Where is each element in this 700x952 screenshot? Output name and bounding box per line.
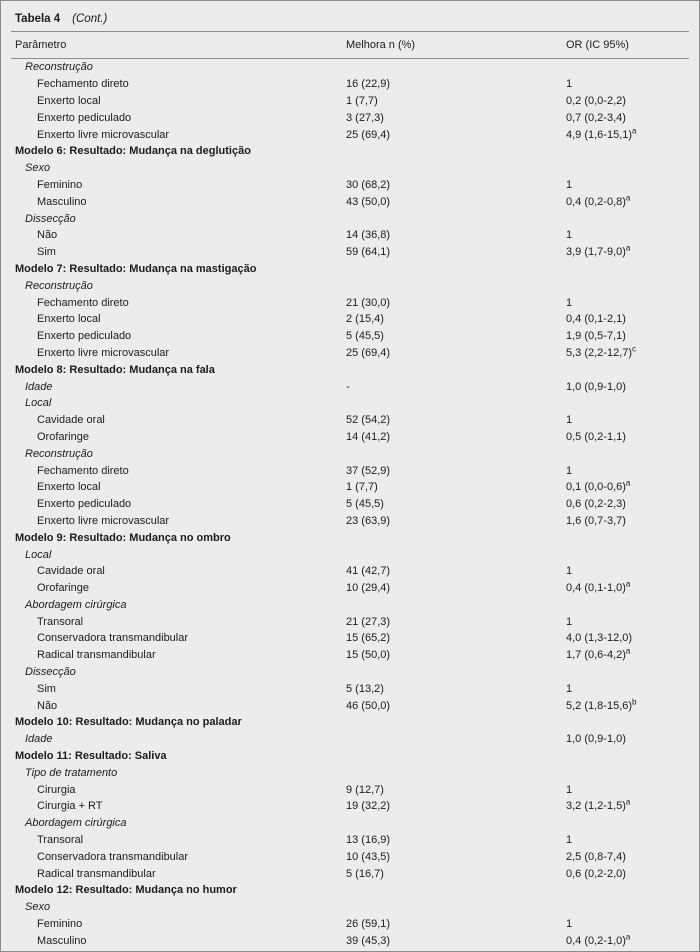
or-cell: 1 [566,78,573,91]
col-header-parametro: Parâmetro [15,39,67,51]
melhora-cell: 37 (52,9) [346,464,391,477]
table-row [11,445,689,462]
or-cell: 0,4 (0,1-2,1) [566,313,626,326]
param-cell: Sim [37,682,56,695]
table-row [11,361,689,378]
melhora-cell: 15 (50,0) [346,649,391,662]
param-cell: Feminino [37,178,83,191]
param-cell: Reconstrução [25,61,93,74]
or-cell: 0,1 $(0,0-0,6)^a$ [566,478,631,494]
param-cell: Não [37,229,58,242]
param-cell: Transoral [37,834,84,847]
table-row [11,630,689,647]
melhora-cell: 14 (41,2) [346,430,391,443]
table-row [11,882,689,899]
table-body [11,59,689,949]
or-cell: 1,0 (0,9-1,0) [566,380,626,393]
footnote-marker: a [625,243,631,253]
table-title [11,7,689,31]
table-row [11,294,689,311]
param-cell: Idade [25,380,53,393]
param-cell: Cirurgia + RT [37,800,103,813]
param-cell: Cavidade oral [37,565,105,578]
table-row [11,160,689,177]
param-cell: Reconstrução [25,279,93,292]
melhora-cell: 46 (50,0) [346,699,391,712]
melhora-cell: 5 (45,5) [346,498,384,511]
param-cell: Enxerto livre microvascular [37,514,170,527]
or-cell: 2,5 (0,8-7,4) [566,850,626,863]
param-cell: Radical transmandibular [37,867,156,880]
or-cell: 1 [566,615,573,628]
melhora-cell: 10 (43,5) [346,850,391,863]
or-cell: 1,7 $(0,6-4,2)^a$ [566,646,631,662]
melhora-cell: 23 (63,9) [346,514,391,527]
table-row [11,496,689,513]
param-cell: Enxerto local [37,481,101,494]
table-row [11,781,689,798]
table-row [11,328,689,345]
melhora-cell: 52 (54,2) [346,414,391,427]
footnote-marker: a [625,646,631,656]
or-cell: 3,2 $(1,2-1,5)^a$ [566,797,631,813]
table-row [11,546,689,563]
table-row [11,126,689,143]
param-cell: Não [37,699,58,712]
table-row [11,848,689,865]
table-row [11,76,689,93]
or-cell: 3,9 $(1,7-9,0)^a$ [566,243,631,259]
param-cell: Tipo de tratamento [25,766,118,779]
or-cell: 0,4 $(0,2-1,0)^a$ [566,932,631,947]
param-cell: Reconstrução [25,447,93,460]
table-row [11,597,689,614]
param-cell: Sim [37,246,56,259]
or-cell: 1 [566,296,573,309]
table-row [11,916,689,933]
table-row [11,680,689,697]
melhora-cell: - [346,380,350,393]
param-cell: Modelo 11: Resultado: Saliva [15,750,167,763]
col-header-melhora: Melhora n (%) [346,39,416,51]
or-cell: 1 [566,178,573,191]
table-row [11,429,689,446]
table-row [11,193,689,210]
melhora-cell: 16 (22,9) [346,78,391,91]
param-cell: Radical transmandibular [37,649,156,662]
table-row [11,513,689,530]
param-cell: Enxerto livre microvascular [37,346,170,359]
or-cell: 5,3 $(2,2-12,7)^c$ [566,344,637,359]
param-cell: Enxerto pediculado [37,330,132,343]
melhora-cell: 59 (64,1) [346,246,391,259]
melhora-cell: 25 (69,4) [346,346,391,359]
melhora-cell: 30 (68,2) [346,178,391,191]
or-cell: 1 [566,682,573,695]
table-row [11,210,689,227]
table-row [11,613,689,630]
table-row [11,311,689,328]
table-row [11,244,689,261]
table-title-cont: (Cont.) [72,13,108,25]
or-cell: 0,4 $(0,1-1,0)^a$ [566,579,631,595]
table-row [11,815,689,832]
param-cell: Enxerto livre microvascular [37,128,170,141]
footnote-marker: a [625,932,631,942]
melhora-cell: 1 (7,7) [346,94,378,107]
melhora-cell: 13 (16,9) [346,834,391,847]
param-cell: Modelo 7: Resultado: Mudança na mastigação [15,262,257,275]
param-cell: Modelo 10: Resultado: Mudança no paladar [15,716,242,729]
footnote-marker: a [632,125,637,135]
param-cell: Abordagem cirúrgica [25,598,127,611]
table-row [11,764,689,781]
table-row [11,143,689,160]
or-cell: 5,2 $(1,8-15,6)^b$ [566,697,637,712]
melhora-cell: 14 (36,8) [346,229,391,242]
param-cell: Modelo 6: Resultado: Mudança na deglutição [15,145,251,158]
table-row [11,932,689,949]
table-title-label: Tabela 4 [15,13,61,25]
table-row [11,865,689,882]
footnote-marker: a [625,478,631,488]
melhora-cell: 5 (16,7) [346,867,384,880]
melhora-cell: 5 (13,2) [346,682,384,695]
table-row [11,563,689,580]
param-cell: Local [25,548,52,561]
param-cell: Modelo 12: Resultado: Mudança no humor [15,884,237,897]
table-row [11,647,689,664]
param-cell: Fechamento direto [37,296,129,309]
param-cell: Abordagem cirúrgica [25,817,127,830]
table-row [11,899,689,916]
param-cell: Dissecção [25,666,76,679]
table-row [11,277,689,294]
table-row [11,227,689,244]
param-cell: Feminino [37,918,83,931]
table-row [11,378,689,395]
param-cell: Modelo 8: Resultado: Mudança na fala [15,363,215,376]
or-cell: 0,6 (0,2-2,3) [566,498,626,511]
param-cell: Sexo [25,162,51,175]
or-cell: 1 [566,414,573,427]
param-cell: Sexo [25,901,51,914]
param-cell: Enxerto pediculado [37,498,132,511]
or-cell: 1 [566,565,573,578]
melhora-cell: 19 (32,2) [346,800,391,813]
or-cell: 0,6 (0,2-2,0) [566,867,626,880]
melhora-cell: 10 (29,4) [346,582,391,595]
param-cell: Masculino [37,934,87,947]
or-cell: 0,4 $(0,2-0,8)^a$ [566,193,631,208]
melhora-cell: 39 (45,3) [346,934,391,947]
table-row [11,109,689,126]
or-cell: 1 [566,918,573,931]
or-cell: 0,2 (0,0-2,2) [566,94,626,107]
table-row [11,798,689,815]
table-row [11,731,689,748]
or-cell: 1 [566,464,573,477]
footnote-marker: b [632,697,637,707]
or-cell: 4,9 $(1,6-15,1)^a$ [566,125,637,141]
param-cell: Fechamento direto [37,464,129,477]
table-row [11,479,689,496]
table-row [11,345,689,362]
param-cell: Cirurgia [37,783,76,796]
melhora-cell: 25 (69,4) [346,128,391,141]
footnote-marker: a [625,579,631,589]
melhora-cell: 21 (30,0) [346,296,391,309]
melhora-cell: 41 (42,7) [346,565,391,578]
param-cell: Transoral [37,615,84,628]
param-cell: Fechamento direto [37,78,129,91]
or-cell: 1,9 (0,5-7,1) [566,330,626,343]
or-cell: 1,6 (0,7-3,7) [566,514,626,527]
param-cell: Local [25,397,52,410]
param-cell: Idade [25,733,53,746]
table-row [11,697,689,714]
table-row [11,462,689,479]
param-cell: Conservadora transmandibular [37,632,189,645]
table-row [11,529,689,546]
or-cell: 0,7 (0,2-3,4) [566,111,626,124]
table-row [11,93,689,110]
table-row [11,664,689,681]
table-row [11,395,689,412]
param-cell: Modelo 9: Resultado: Mudança no ombro [15,531,231,544]
table-row [11,580,689,597]
or-cell: 1 [566,834,573,847]
table-row [11,261,689,278]
melhora-cell: 5 (45,5) [346,330,384,343]
footnote-marker: a [625,193,631,203]
param-cell: Masculino [37,195,87,208]
or-cell: 0,5 (0,2-1,1) [566,430,626,443]
table-row [11,714,689,731]
footnote-marker: c [632,344,637,354]
table-row [11,748,689,765]
param-cell: Orofaringe [37,582,89,595]
or-cell: 1 [566,229,573,242]
footnote-marker: a [625,797,631,807]
table-row [11,832,689,849]
param-cell: Enxerto local [37,313,101,326]
melhora-cell: 9 (12,7) [346,783,384,796]
table-row [11,177,689,194]
table-row [11,59,689,76]
melhora-cell: 3 (27,3) [346,111,384,124]
param-cell: Cavidade oral [37,414,105,427]
melhora-cell: 21 (27,3) [346,615,391,628]
param-cell: Dissecção [25,212,76,225]
melhora-cell: 1 (7,7) [346,481,378,494]
param-cell: Enxerto pediculado [37,111,132,124]
or-cell: 4,0 (1,3-12,0) [566,632,633,645]
table-header [11,32,689,58]
or-cell: 1,0 (0,9-1,0) [566,733,626,746]
param-cell: Conservadora transmandibular [37,850,189,863]
param-cell: Enxerto local [37,94,101,107]
melhora-cell: 2 (15,4) [346,313,384,326]
col-header-or: OR (IC 95%) [566,39,629,51]
table-row [11,412,689,429]
melhora-cell: 26 (59,1) [346,918,391,931]
or-cell: 1 [566,783,573,796]
param-cell: Orofaringe [37,430,89,443]
melhora-cell: 15 (65,2) [346,632,391,645]
melhora-cell: 43 (50,0) [346,195,391,208]
